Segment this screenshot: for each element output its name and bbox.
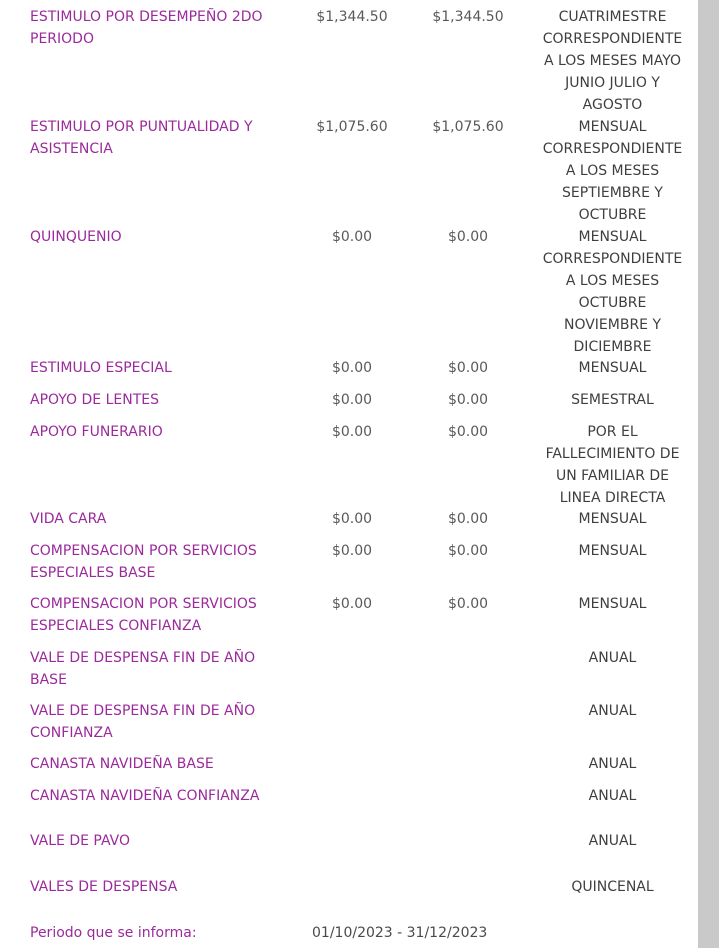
benefit-amount: $0.00	[331, 424, 373, 440]
benefit-name: ESTIMULO ESPECIAL	[30, 360, 172, 376]
benefit-name: APOYO FUNERARIO	[30, 424, 163, 440]
benefit-periodicity: SEMESTRAL	[571, 392, 654, 408]
benefit-amount: $1,075.60	[316, 119, 388, 135]
benefit-name: CANASTA NAVIDEÑA BASE	[30, 756, 214, 772]
benefit-periodicity: ANUAL	[588, 756, 637, 772]
benefit-name: APOYO DE LENTES	[30, 392, 160, 408]
benefit-name: ESTIMULO POR PUNTUALIDAD Y ASISTENCIA	[30, 119, 253, 157]
benefit-periodicity: ANUAL	[588, 650, 637, 666]
benefit-periodicity: MENSUAL	[578, 360, 647, 376]
benefit-amount-total: $0.00	[447, 511, 489, 527]
benefit-name: VALE DE DESPENSA FIN DE AÑO CONFIANZA	[30, 703, 256, 741]
benefit-periodicity: MENSUAL	[578, 596, 647, 612]
benefit-amount-total: $0.00	[447, 424, 489, 440]
benefit-amount: $0.00	[331, 511, 373, 527]
benefit-name: CANASTA NAVIDEÑA CONFIANZA	[30, 788, 260, 804]
benefit-amount-total: $0.00	[447, 360, 489, 376]
benefit-name: COMPENSACION POR SERVICIOS ESPECIALES BASE	[30, 543, 257, 581]
benefit-amount-total: $0.00	[447, 392, 489, 408]
reporting-period-value: 01/10/2023 - 31/12/2023	[312, 925, 488, 941]
benefit-name: VALE DE PAVO	[30, 833, 131, 849]
benefit-amount: $0.00	[331, 229, 373, 245]
benefit-amount-total: $0.00	[447, 543, 489, 559]
benefit-amount-total: $0.00	[447, 229, 489, 245]
benefit-periodicity: ANUAL	[588, 833, 637, 849]
benefit-periodicity: QUINCENAL	[571, 879, 654, 895]
benefit-amount-total: $1,344.50	[432, 9, 504, 25]
scrollbar[interactable]	[698, 0, 719, 948]
benefit-amount: $0.00	[331, 596, 373, 612]
benefit-name: COMPENSACION POR SERVICIOS ESPECIALES CONFIANZA	[30, 596, 257, 634]
benefit-name: VALES DE DESPENSA	[30, 879, 178, 895]
benefit-periodicity: MENSUAL	[578, 543, 647, 559]
benefit-name: QUINQUENIO	[30, 229, 122, 245]
benefit-periodicity: MENSUAL CORRESPONDIENTE A LOS MESES OCTUBRE NOVIEMBRE Y DICIEMBRE	[542, 229, 683, 355]
benefit-amount-total: $1,075.60	[432, 119, 504, 135]
benefit-name: VALE DE DESPENSA FIN DE AÑO BASE	[30, 650, 256, 688]
benefit-amount: $0.00	[331, 392, 373, 408]
benefit-amount: $0.00	[331, 543, 373, 559]
benefit-periodicity: POR EL FALLECIMIENTO DE UN FAMILIAR DE LINEA DIRECTA	[545, 424, 680, 506]
benefit-name: ESTIMULO POR DESEMPEÑO 2DO PERIODO	[30, 9, 263, 47]
benefit-periodicity: ANUAL	[588, 703, 637, 719]
benefit-periodicity: MENSUAL CORRESPONDIENTE A LOS MESES SEPTIEMBRE Y OCTUBRE	[542, 119, 683, 223]
benefit-amount: $1,344.50	[316, 9, 388, 25]
reporting-period-label: Periodo que se informa:	[30, 925, 197, 941]
benefit-periodicity: MENSUAL	[578, 511, 647, 527]
benefit-name: VIDA CARA	[30, 511, 107, 527]
benefit-periodicity: CUATRIMESTRE CORRESPONDIENTE A LOS MESES MAYO JUNIO JULIO Y AGOSTO	[542, 9, 683, 113]
benefit-amount: $0.00	[331, 360, 373, 376]
benefit-periodicity: ANUAL	[588, 788, 637, 804]
benefit-amount-total: $0.00	[447, 596, 489, 612]
